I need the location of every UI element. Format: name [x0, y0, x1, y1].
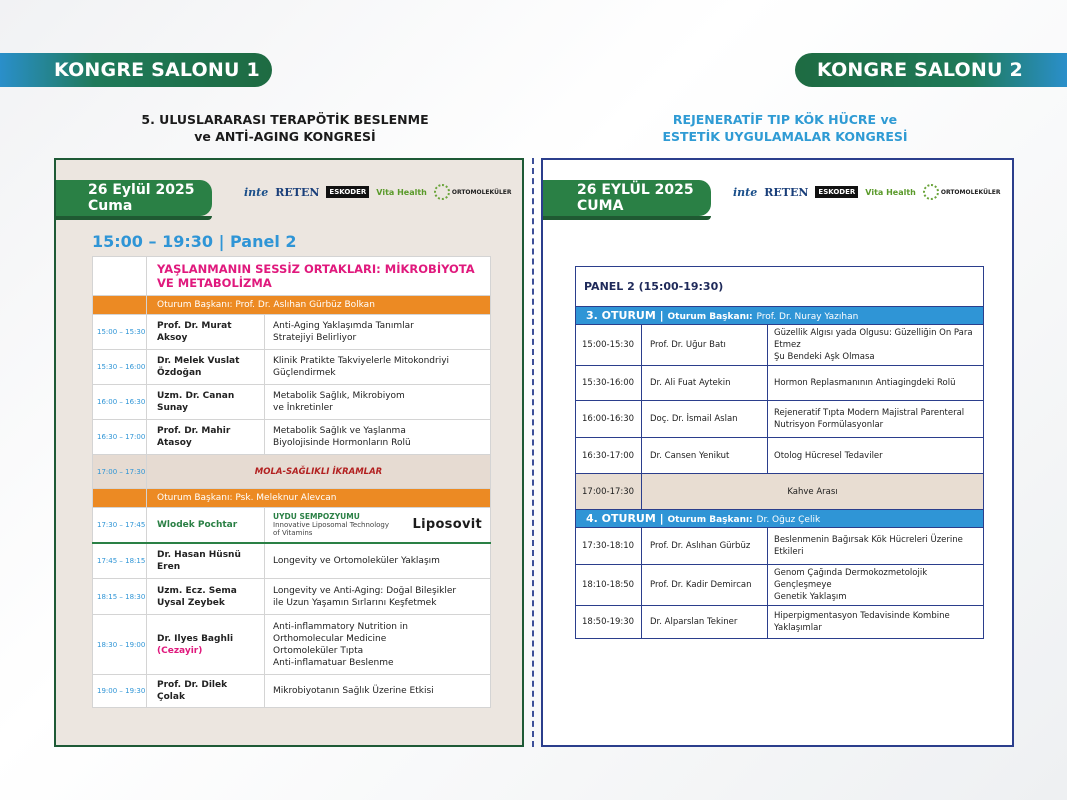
- congress-right-line1: REJENERATİF TIP KÖK HÜCRE ve: [672, 112, 898, 127]
- vita-health-logo: Vita Health: [865, 187, 916, 197]
- date-badge: [56, 180, 212, 216]
- topic-line1: Anti-Aging Yaklaşımda Tanımlar: [273, 321, 414, 331]
- day-text: Cuma: [88, 198, 133, 214]
- row-time: 18:30 – 19:00: [93, 615, 147, 675]
- row-topic: Beslenmenin Bağırsak Kök Hücreleri Üzerine Etkileri: [768, 528, 984, 565]
- day-text: CUMA: [577, 198, 624, 214]
- row-topic: Otolog Hücresel Tedaviler: [768, 438, 984, 474]
- row-speaker: Dr. Ali Fuat Aytekin: [642, 366, 768, 401]
- topic-line2: Güçlendirmek: [273, 368, 336, 378]
- program-panel-hall-1: [54, 158, 524, 747]
- row-time: 16:30 – 17:00: [93, 420, 147, 455]
- reten-logo: RETEN: [275, 185, 320, 199]
- chair-label: Oturum Başkanı:: [667, 515, 753, 525]
- row-speaker: [147, 385, 265, 420]
- congress-title-right: [630, 111, 940, 145]
- speaker-line1: Dr. Ilyes Baghli: [157, 633, 234, 644]
- topic-line1: Longevity ve Ortomoleküler Yaklaşım: [273, 555, 440, 566]
- topic-line1: Rejeneratif Tıpta Modern Majistral Parenteral: [774, 408, 965, 418]
- row-time: 19:00 – 19:30: [93, 675, 147, 708]
- hall-1-label: KONGRE SALONU 1: [54, 59, 260, 81]
- sponsor-logos: [733, 184, 1001, 200]
- sponsor-row: [93, 508, 491, 543]
- liposovit-logo: Liposovit: [412, 517, 482, 533]
- panel-label: PANEL 2 (15:00-19:30): [576, 267, 984, 307]
- topic-line2: Şu Bendeki Aşk Olmasa: [774, 352, 875, 362]
- chair-text: Oturum Başkanı: Prof. Dr. Aslıhan Gürbüz Bolkan: [147, 296, 491, 315]
- congress-left-line1: 5. ULUSLARARASI TERAPÖTİK BESLENME: [141, 112, 429, 127]
- break-row: [93, 455, 491, 489]
- ortomolekuler-mark-icon: [434, 184, 450, 200]
- speaker-line2: Eren: [157, 561, 181, 572]
- session-label: 4. OTURUM: [586, 512, 656, 525]
- topic-line1: Longevity ve Anti-Aging: Doğal Bileşikler: [273, 585, 457, 596]
- program-table: [92, 256, 491, 708]
- topic-line2: Orthomolecular Medicine: [273, 633, 387, 644]
- table-row: [576, 528, 984, 565]
- sponsor-sub1: Innovative Liposomal Technology: [273, 521, 390, 530]
- panel-header-row: [576, 267, 984, 307]
- topic-line2: ve İnkretinler: [273, 403, 333, 413]
- sponsor-time: 17:30 – 17:45: [93, 508, 147, 543]
- table-row: [93, 675, 491, 708]
- topic-line2: Stratejiyi Belirliyor: [273, 333, 357, 343]
- inte-logo: inte: [244, 185, 269, 199]
- congress-title-left: [130, 111, 440, 145]
- sponsor-title: UYDU SEMPOZYUMU: [273, 512, 360, 522]
- date-badge: [543, 180, 711, 216]
- table-row: [576, 438, 984, 474]
- date-text: 26 EYLÜL 2025: [577, 182, 694, 198]
- table-row: [576, 565, 984, 606]
- speaker-line1: Dr. Hasan Hüsnü: [157, 549, 241, 560]
- table-row: [93, 315, 491, 350]
- row-topic: [265, 579, 491, 615]
- congress-right-line2: ESTETİK UYGULAMALAR KONGRESİ: [662, 129, 908, 144]
- topic-line1: Metabolik Sağlık ve Yaşlanma: [273, 426, 406, 436]
- row-time: 16:00 – 16:30: [93, 385, 147, 420]
- panel-divider: [532, 158, 534, 747]
- row-speaker: Dr. Cansen Yenikut: [642, 438, 768, 474]
- ortomolekuler-text: ORTOMOLEKÜLER: [940, 188, 1001, 196]
- row-topic: [768, 565, 984, 606]
- break-row: [576, 474, 984, 510]
- date-text: 26 Eylül 2025: [88, 182, 195, 198]
- table-row: [93, 615, 491, 675]
- sponsor-sub2: of Vitamins: [273, 529, 313, 538]
- congress-left-line2: ve ANTİ-AGING KONGRESİ: [194, 129, 376, 144]
- row-topic: [768, 401, 984, 438]
- speaker-line1: Prof. Dr. Dilek: [157, 680, 228, 690]
- ortomolekuler-mark-icon: [923, 184, 939, 200]
- row-time: 16:00-16:30: [576, 401, 642, 438]
- row-speaker: [147, 579, 265, 615]
- row-topic: [265, 543, 491, 579]
- row-speaker: Prof. Dr. Aslıhan Gürbüz: [642, 528, 768, 565]
- topic-line1: Genom Çağında Dermokozmetolojik Gençleşmeye: [774, 568, 928, 590]
- panel-title: 15:00 – 19:30 | Panel 2: [92, 232, 297, 251]
- topic-line1: Güzellik Algısı yada Olgusu: Güzelliğin On Para Etmez: [774, 328, 973, 350]
- topic-line1: Anti-inflammatory Nutrition in: [273, 621, 408, 632]
- table-row: [93, 385, 491, 420]
- topic-line2: Nutrisyon Formülasyonlar: [774, 420, 884, 430]
- row-speaker: [147, 675, 265, 708]
- session-title-row: [93, 257, 491, 296]
- sponsor-info: [265, 508, 491, 543]
- row-speaker: Prof. Dr. Uğur Batı: [642, 325, 768, 366]
- row-time: 15:30 – 16:00: [93, 350, 147, 385]
- row-time: 17:45 – 18:15: [93, 543, 147, 579]
- topic-line2: Genetik Yaklaşım: [774, 592, 847, 602]
- chair-name: Prof. Dr. Nuray Yazıhan: [756, 312, 859, 322]
- row-topic: [265, 315, 491, 350]
- row-topic: [265, 385, 491, 420]
- topic-line1: Klinik Pratikte Takviyelerle Mitokondriyi: [273, 356, 450, 366]
- table-row: [93, 420, 491, 455]
- inte-logo: inte: [733, 185, 758, 199]
- chair-row: [93, 296, 491, 315]
- row-speaker: Dr. Alparslan Tekiner: [642, 606, 768, 639]
- break-time: 17:00-17:30: [576, 474, 642, 510]
- topic-line4: Anti-inflamatuar Beslenme: [273, 657, 394, 668]
- row-speaker: Prof. Dr. Kadir Demircan: [642, 565, 768, 606]
- row-speaker: [147, 315, 265, 350]
- speaker-line1: Prof. Dr. Murat: [157, 321, 232, 331]
- row-time: 15:30-16:00: [576, 366, 642, 401]
- hall-2-banner: [795, 53, 1067, 87]
- speaker-country: (Cezayir): [157, 645, 203, 656]
- hall-2-label: KONGRE SALONU 2: [817, 59, 1023, 81]
- chair-label: Oturum Başkanı:: [667, 312, 753, 322]
- row-topic: [265, 420, 491, 455]
- row-speaker: [147, 615, 265, 675]
- table-row: [93, 579, 491, 615]
- chair-text: Oturum Başkanı: Psk. Meleknur Alevcan: [147, 489, 491, 508]
- eskoder-logo: ESKODER: [326, 186, 369, 198]
- session-title-line2: VE METABOLİZMA: [157, 276, 272, 290]
- speaker-line1: Dr. Melek Vuslat: [157, 356, 240, 366]
- row-time: 15:00-15:30: [576, 325, 642, 366]
- break-label: Kahve Arası: [642, 474, 984, 510]
- session-title-line1: YAŞLANMANIN SESSİZ ORTAKLARI: MİKROBİYOTA: [157, 262, 475, 276]
- row-speaker: [147, 420, 265, 455]
- session-label: 3. OTURUM: [586, 309, 656, 322]
- table-row: [576, 325, 984, 366]
- speaker-line2: Çolak: [157, 692, 185, 702]
- row-topic: [265, 615, 491, 675]
- row-speaker: [147, 350, 265, 385]
- ortomolekuler-logo: [923, 184, 1001, 200]
- table-row: [93, 350, 491, 385]
- topic-line1: Metabolik Sağlık, Mikrobiyom: [273, 391, 405, 401]
- topic-line2: ile Uzun Yaşamın Sırlarını Keşfetmek: [273, 597, 437, 608]
- table-row: [93, 543, 491, 579]
- row-topic: Hormon Replasmanının Antiagingdeki Rolü: [768, 366, 984, 401]
- ortomolekuler-logo: [434, 184, 512, 200]
- hall-1-banner: [0, 53, 272, 87]
- row-time: 18:50-19:30: [576, 606, 642, 639]
- speaker-line1: Uzm. Dr. Canan: [157, 391, 235, 401]
- table-row: [576, 401, 984, 438]
- program-table: [575, 266, 984, 639]
- row-topic: [768, 325, 984, 366]
- break-label: MOLA-SAĞLIKLI İKRAMLAR: [147, 455, 491, 489]
- speaker-line2: Özdoğan: [157, 368, 202, 378]
- chair-name: Dr. Oğuz Çelik: [756, 515, 821, 525]
- topic-line2: Biyolojisinde Hormonların Rolü: [273, 438, 411, 448]
- row-time: 18:15 – 18:30: [93, 579, 147, 615]
- ortomolekuler-text: ORTOMOLEKÜLER: [451, 188, 512, 196]
- row-topic: Hiperpigmentasyon Tedavisinde Kombine Yaklaşımlar: [768, 606, 984, 639]
- row-time: 15:00 – 15:30: [93, 315, 147, 350]
- sponsor-logos: [244, 184, 512, 200]
- row-topic: Mikrobiyotanın Sağlık Üzerine Etkisi: [265, 675, 491, 708]
- row-speaker: [147, 543, 265, 579]
- speaker-line2: Aksoy: [157, 333, 188, 343]
- speaker-line1: Prof. Dr. Mahir: [157, 426, 231, 436]
- vita-health-logo: Vita Health: [376, 187, 427, 197]
- table-row: [576, 366, 984, 401]
- session-row: 4. OTURUM | Oturum Başkanı: Dr. Oğuz Çelik: [576, 510, 984, 528]
- sponsor-speaker: Wlodek Pochtar: [147, 508, 265, 543]
- row-time: 16:30-17:00: [576, 438, 642, 474]
- speaker-line1: Uzm. Ecz. Sema: [157, 585, 237, 596]
- speaker-line2: Sunay: [157, 403, 188, 413]
- table-row: [576, 606, 984, 639]
- speaker-line2: Uysal Zeybek: [157, 597, 225, 608]
- eskoder-logo: ESKODER: [815, 186, 858, 198]
- program-panel-hall-2: [541, 158, 1014, 747]
- row-time: 18:10-18:50: [576, 565, 642, 606]
- break-time: 17:00 – 17:30: [93, 455, 147, 489]
- row-time: 17:30-18:10: [576, 528, 642, 565]
- session-row: 3. OTURUM | Oturum Başkanı: Prof. Dr. Nuray Yazıhan: [576, 307, 984, 325]
- reten-logo: RETEN: [764, 185, 809, 199]
- topic-line3: Ortomoleküler Tıpta: [273, 645, 364, 656]
- session-title: [147, 257, 491, 296]
- speaker-line2: Atasoy: [157, 438, 192, 448]
- row-topic: [265, 350, 491, 385]
- row-speaker: Doç. Dr. İsmail Aslan: [642, 401, 768, 438]
- chair-row: [93, 489, 491, 508]
